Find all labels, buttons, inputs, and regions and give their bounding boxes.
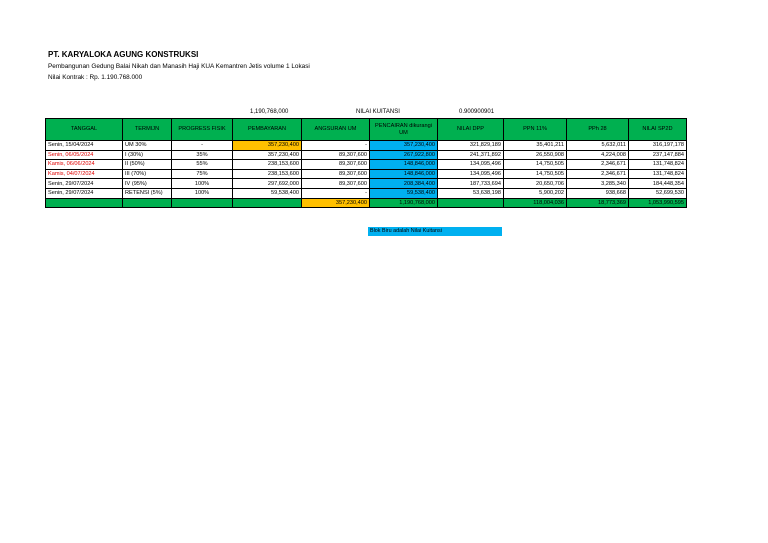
ppn-cell[interactable]: 20,650,706 xyxy=(504,179,567,189)
company-name: PT. KARYALOKA AGUNG KONSTRUKSI xyxy=(48,50,199,59)
date-cell[interactable]: Kamis, 04/07/2024 xyxy=(46,169,123,179)
payment-cell[interactable]: 238,153,600 xyxy=(233,169,302,179)
dpp-cell[interactable]: 187,733,694 xyxy=(438,179,504,189)
table-row xyxy=(46,169,687,179)
table-row xyxy=(46,141,687,151)
pph-cell[interactable]: 2,346,671 xyxy=(567,169,629,179)
progress-cell[interactable]: 55% xyxy=(172,160,233,170)
sp2d-cell[interactable]: 131,748,824 xyxy=(629,169,687,179)
header-cell[interactable]: ANGSURAN UM xyxy=(302,119,370,141)
table-row xyxy=(46,188,687,198)
total-ppn-cell[interactable]: 118,004,036 xyxy=(504,198,567,208)
header-cell[interactable]: NILAI DPP xyxy=(438,119,504,141)
header-cell[interactable]: TANGGAL xyxy=(46,119,123,141)
contract-value-cell[interactable]: 1,190,768,000 xyxy=(250,109,289,115)
sp2d-cell[interactable]: 184,448,354 xyxy=(629,179,687,189)
header-cell[interactable]: PROGRESS FISIK xyxy=(172,119,233,141)
ppn-cell[interactable]: 35,401,211 xyxy=(504,141,567,151)
header-cell[interactable]: PPN 11% xyxy=(504,119,567,141)
sp2d-cell[interactable]: 131,748,824 xyxy=(629,160,687,170)
ppn-cell[interactable]: 14,750,505 xyxy=(504,160,567,170)
termijn-cell[interactable]: II (50%) xyxy=(123,160,172,170)
progress-cell[interactable]: 100% xyxy=(172,188,233,198)
payment-cell[interactable]: 238,153,600 xyxy=(233,160,302,170)
total-installment-cell[interactable]: 357,230,400 xyxy=(302,198,370,208)
totals-row xyxy=(46,198,687,208)
termijn-cell[interactable]: I (30%) xyxy=(123,150,172,160)
pph-cell[interactable]: 4,224,008 xyxy=(567,150,629,160)
installment-cell[interactable]: 89,307,600 xyxy=(302,160,370,170)
project-title: Pembangunan Gedung Balai Nikah dan Manasih Haji KUA Kemantren Jetis volume 1 Lokasi xyxy=(48,63,310,70)
dpp-cell[interactable]: 134,095,496 xyxy=(438,169,504,179)
ppn-cell[interactable]: 26,550,908 xyxy=(504,150,567,160)
payment-cell[interactable]: 59,538,400 xyxy=(233,188,302,198)
pph-cell[interactable]: 938,668 xyxy=(567,188,629,198)
sp2d-cell[interactable]: 237,147,884 xyxy=(629,150,687,160)
payment-table xyxy=(45,118,687,208)
sp2d-cell[interactable]: 316,197,178 xyxy=(629,141,687,151)
date-cell[interactable]: Kamis, 06/06/2024 xyxy=(46,160,123,170)
empty-cell[interactable] xyxy=(123,198,172,208)
dpp-cell[interactable]: 241,371,892 xyxy=(438,150,504,160)
termijn-cell[interactable]: UM 30% xyxy=(123,141,172,151)
total-sp2d-cell[interactable]: 1,053,990,595 xyxy=(629,198,687,208)
progress-cell[interactable]: 75% xyxy=(172,169,233,179)
pph-cell[interactable]: 2,346,671 xyxy=(567,160,629,170)
installment-cell[interactable]: 89,307,600 xyxy=(302,150,370,160)
dpp-cell[interactable]: 134,095,496 xyxy=(438,160,504,170)
termijn-cell[interactable]: III (70%) xyxy=(123,169,172,179)
kuitansi-label-cell[interactable]: NILAI KUITANSI xyxy=(356,109,400,115)
installment-cell[interactable]: - xyxy=(302,188,370,198)
header-cell[interactable]: PEMBAYARAN xyxy=(233,119,302,141)
empty-cell[interactable] xyxy=(46,198,123,208)
progress-cell[interactable]: 100% xyxy=(172,179,233,189)
legend-note[interactable]: Blok Biru adalah Nilai Kuitansi xyxy=(368,227,502,236)
disbursement-cell[interactable]: 357,230,400 xyxy=(370,141,438,151)
header-row xyxy=(46,119,687,141)
empty-cell[interactable] xyxy=(172,198,233,208)
date-cell[interactable]: Senin, 29/07/2024 xyxy=(46,188,123,198)
installment-cell[interactable]: 89,307,600 xyxy=(302,179,370,189)
disbursement-cell[interactable]: 148,846,000 xyxy=(370,169,438,179)
pph-cell[interactable]: 5,632,011 xyxy=(567,141,629,151)
header-cell[interactable]: PPh 28 xyxy=(567,119,629,141)
payment-cell[interactable]: 297,692,000 xyxy=(233,179,302,189)
total-pph-cell[interactable]: 18,773,369 xyxy=(567,198,629,208)
progress-cell[interactable]: 35% xyxy=(172,150,233,160)
contract-value-text: Nilai Kontrak : Rp. 1.190.768.000 xyxy=(48,74,143,81)
installment-cell[interactable]: 89,307,600 xyxy=(302,169,370,179)
disbursement-cell[interactable]: 208,384,400 xyxy=(370,179,438,189)
termijn-cell[interactable]: IV (95%) xyxy=(123,179,172,189)
payment-cell[interactable]: 357,230,400 xyxy=(233,141,302,151)
header-cell[interactable]: PENCAIRAN dikurangi UM xyxy=(370,119,438,141)
ratio-cell[interactable]: 0.900900901 xyxy=(459,109,495,115)
table-row xyxy=(46,179,687,189)
installment-cell[interactable]: - xyxy=(302,141,370,151)
total-disbursement-cell[interactable]: 1,190,768,000 xyxy=(370,198,438,208)
date-cell[interactable]: Senin, 29/07/2024 xyxy=(46,179,123,189)
date-cell[interactable]: Senin, 06/05/2024 xyxy=(46,150,123,160)
dpp-cell[interactable]: 321,829,189 xyxy=(438,141,504,151)
table-row xyxy=(46,160,687,170)
ppn-cell[interactable]: 5,900,202 xyxy=(504,188,567,198)
table-row xyxy=(46,150,687,160)
disbursement-cell[interactable]: 267,922,800 xyxy=(370,150,438,160)
date-cell[interactable]: Senin, 15/04/2024 xyxy=(46,141,123,151)
dpp-cell[interactable]: 53,638,198 xyxy=(438,188,504,198)
empty-cell[interactable] xyxy=(438,198,504,208)
empty-cell[interactable] xyxy=(233,198,302,208)
header-cell[interactable]: TERMIJN xyxy=(123,119,172,141)
termijn-cell[interactable]: RETENSI (5%) xyxy=(123,188,172,198)
payment-cell[interactable]: 357,230,400 xyxy=(233,150,302,160)
pph-cell[interactable]: 3,285,340 xyxy=(567,179,629,189)
progress-cell[interactable]: - xyxy=(172,141,233,151)
disbursement-cell[interactable]: 59,538,400 xyxy=(370,188,438,198)
ppn-cell[interactable]: 14,750,505 xyxy=(504,169,567,179)
header-cell[interactable]: NILAI SP2D xyxy=(629,119,687,141)
sp2d-cell[interactable]: 52,699,530 xyxy=(629,188,687,198)
disbursement-cell[interactable]: 148,846,000 xyxy=(370,160,438,170)
